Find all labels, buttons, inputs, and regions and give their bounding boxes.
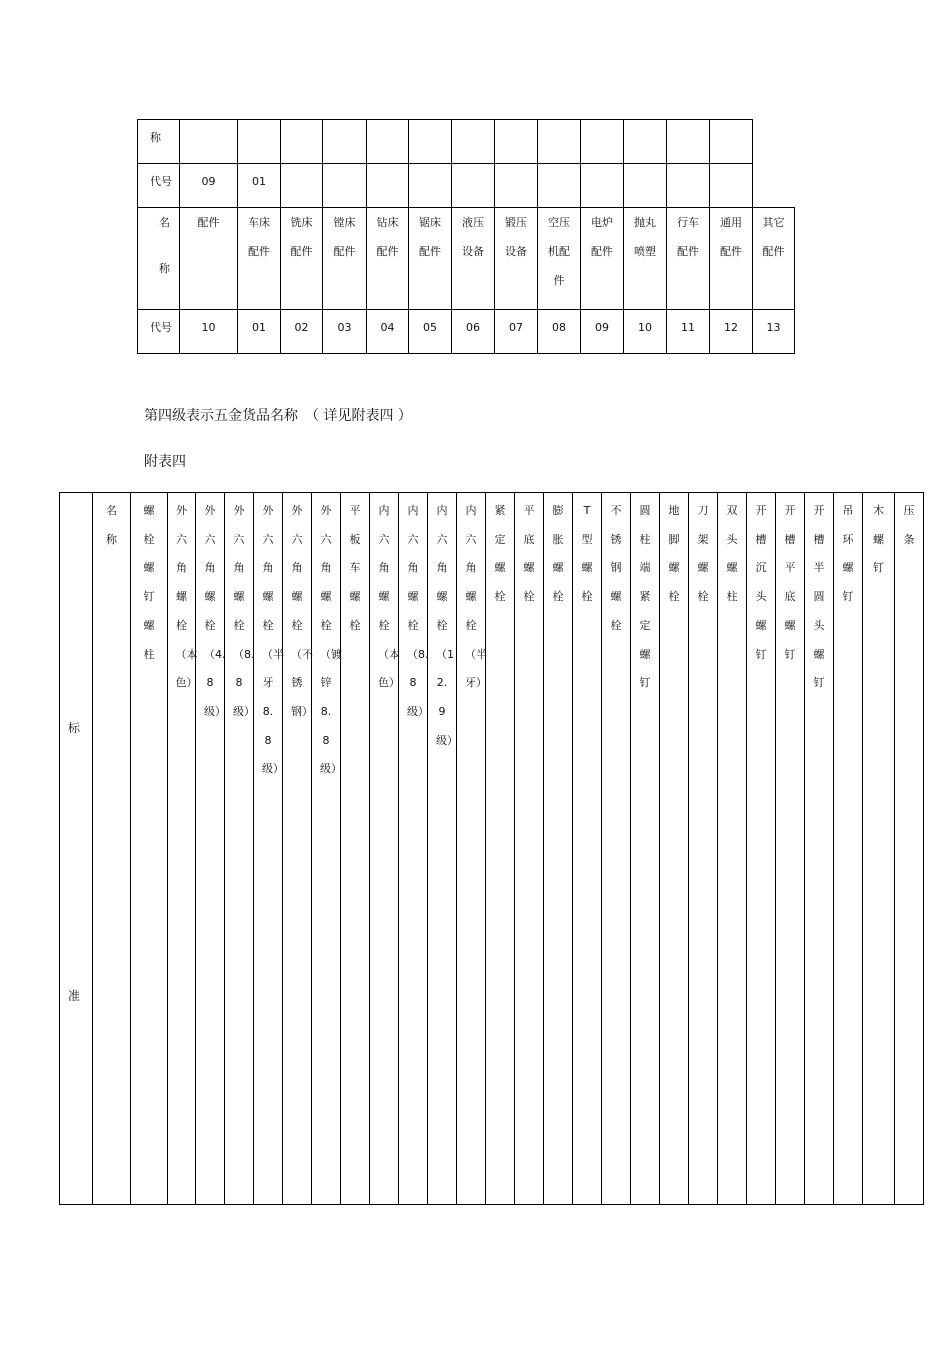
table1-cell: 称 bbox=[138, 120, 180, 164]
product-column: 平底螺栓 bbox=[515, 493, 544, 1205]
table1-cell bbox=[323, 120, 367, 164]
product-column: 螺栓螺钉螺柱 bbox=[131, 493, 168, 1205]
product-column: 膨胀螺栓 bbox=[544, 493, 573, 1205]
product-column: 内六角螺栓（半牙） bbox=[457, 493, 486, 1205]
product-column: 内六角螺栓（本色） bbox=[370, 493, 399, 1205]
product-column: 刀架螺栓 bbox=[689, 493, 718, 1205]
table1-code-cell: 13 bbox=[753, 310, 795, 354]
table1-name-label: 名 称 bbox=[138, 208, 180, 310]
table1-code-cell: 01 bbox=[238, 310, 281, 354]
table1-code-cell: 11 bbox=[667, 310, 710, 354]
table1-cell bbox=[624, 120, 667, 164]
table1-code-cell: 代号 bbox=[138, 310, 180, 354]
table1-name-cell: 配件 bbox=[180, 208, 238, 310]
table1-cell bbox=[281, 164, 323, 208]
product-column: 不锈钢螺栓 bbox=[602, 493, 631, 1205]
table1-name-cell: 锻压设备 bbox=[495, 208, 538, 310]
level4-description: 第四级表示五金货品名称 （ 详见附表四 ） bbox=[144, 408, 412, 424]
table1-name-cell: 抛丸喷塑 bbox=[624, 208, 667, 310]
table1-cell bbox=[367, 120, 409, 164]
product-column: 内六角螺栓（8.8级） bbox=[399, 493, 428, 1205]
product-column: 木螺钉 bbox=[863, 493, 895, 1205]
table1-code-cell: 09 bbox=[581, 310, 624, 354]
code-table-1 bbox=[137, 119, 795, 354]
table1-name-cell: 空压机配件 bbox=[538, 208, 581, 310]
table1-code-cell: 12 bbox=[710, 310, 753, 354]
table1-cell: 09 bbox=[180, 164, 238, 208]
name-header-cell: 名称 bbox=[93, 493, 131, 1205]
product-column: 压条 bbox=[895, 493, 924, 1205]
table1-name-cell: 行车配件 bbox=[667, 208, 710, 310]
table1-cell bbox=[581, 164, 624, 208]
table1-cell bbox=[538, 120, 581, 164]
table1-name-cell: 电炉配件 bbox=[581, 208, 624, 310]
table1-code-cell: 04 bbox=[367, 310, 409, 354]
product-column: 紧定螺栓 bbox=[486, 493, 515, 1205]
table1-name-cell: 铣床配件 bbox=[281, 208, 323, 310]
table1-cell bbox=[409, 164, 452, 208]
table1-cell: 01 bbox=[238, 164, 281, 208]
table1-cell bbox=[667, 120, 710, 164]
product-column: 开槽平底螺钉 bbox=[776, 493, 805, 1205]
product-column: 吊环螺钉 bbox=[834, 493, 863, 1205]
table1-cell bbox=[581, 120, 624, 164]
table1-cell bbox=[495, 120, 538, 164]
product-column: 地脚螺栓 bbox=[660, 493, 689, 1205]
product-column: 开槽沉头螺钉 bbox=[747, 493, 776, 1205]
product-column: T型螺栓 bbox=[573, 493, 602, 1205]
table1-cell bbox=[238, 120, 281, 164]
table1-cell bbox=[538, 164, 581, 208]
table1-cell bbox=[624, 164, 667, 208]
table1-cell: 代号 bbox=[138, 164, 180, 208]
table1-code-cell: 03 bbox=[323, 310, 367, 354]
product-column: 外六角螺栓（4.8级） bbox=[196, 493, 225, 1205]
table1-cell bbox=[452, 164, 495, 208]
product-column: 外六角螺栓（镀锌8.8级） bbox=[312, 493, 341, 1205]
product-column: 外六角螺栓（不锈钢） bbox=[283, 493, 312, 1205]
table1-name-cell: 液压设备 bbox=[452, 208, 495, 310]
table1-code-cell: 06 bbox=[452, 310, 495, 354]
product-column: 开槽半圆头螺钉 bbox=[805, 493, 834, 1205]
product-column: 双头螺柱 bbox=[718, 493, 747, 1205]
table1-cell bbox=[409, 120, 452, 164]
product-column: 外六角螺栓（本色） bbox=[168, 493, 196, 1205]
table1-name-cell: 镗床配件 bbox=[323, 208, 367, 310]
table1-code-cell: 05 bbox=[409, 310, 452, 354]
table1-cell bbox=[323, 164, 367, 208]
table1-cell bbox=[710, 120, 753, 164]
appendix-table-4 bbox=[59, 492, 924, 1205]
table1-name-cell: 钻床配件 bbox=[367, 208, 409, 310]
product-column: 圆柱端紧定螺钉 bbox=[631, 493, 660, 1205]
table1-name-cell: 锯床配件 bbox=[409, 208, 452, 310]
product-column: 平板车螺栓 bbox=[341, 493, 370, 1205]
table1-code-cell: 02 bbox=[281, 310, 323, 354]
table1-cell bbox=[667, 164, 710, 208]
table1-cell bbox=[452, 120, 495, 164]
table1-cell bbox=[710, 164, 753, 208]
table1-code-cell: 08 bbox=[538, 310, 581, 354]
table1-cell bbox=[180, 120, 238, 164]
table1-code-cell: 10 bbox=[624, 310, 667, 354]
table1-code-cell: 10 bbox=[180, 310, 238, 354]
product-column: 外六角螺栓（8.8级） bbox=[225, 493, 254, 1205]
table1-cell bbox=[367, 164, 409, 208]
table1-cell bbox=[495, 164, 538, 208]
product-column: 外六角螺栓（半牙8.8级） bbox=[254, 493, 283, 1205]
table1-cell bbox=[281, 120, 323, 164]
appendix-title: 附表四 bbox=[144, 454, 186, 470]
standard-label-cell: 标 准 bbox=[60, 493, 93, 1205]
product-column: 内六角螺栓（12.9级） bbox=[428, 493, 457, 1205]
table1-code-cell: 07 bbox=[495, 310, 538, 354]
table1-name-cell: 车床配件 bbox=[238, 208, 281, 310]
table1-name-cell: 通用配件 bbox=[710, 208, 753, 310]
table1-name-cell: 其它配件 bbox=[753, 208, 795, 310]
